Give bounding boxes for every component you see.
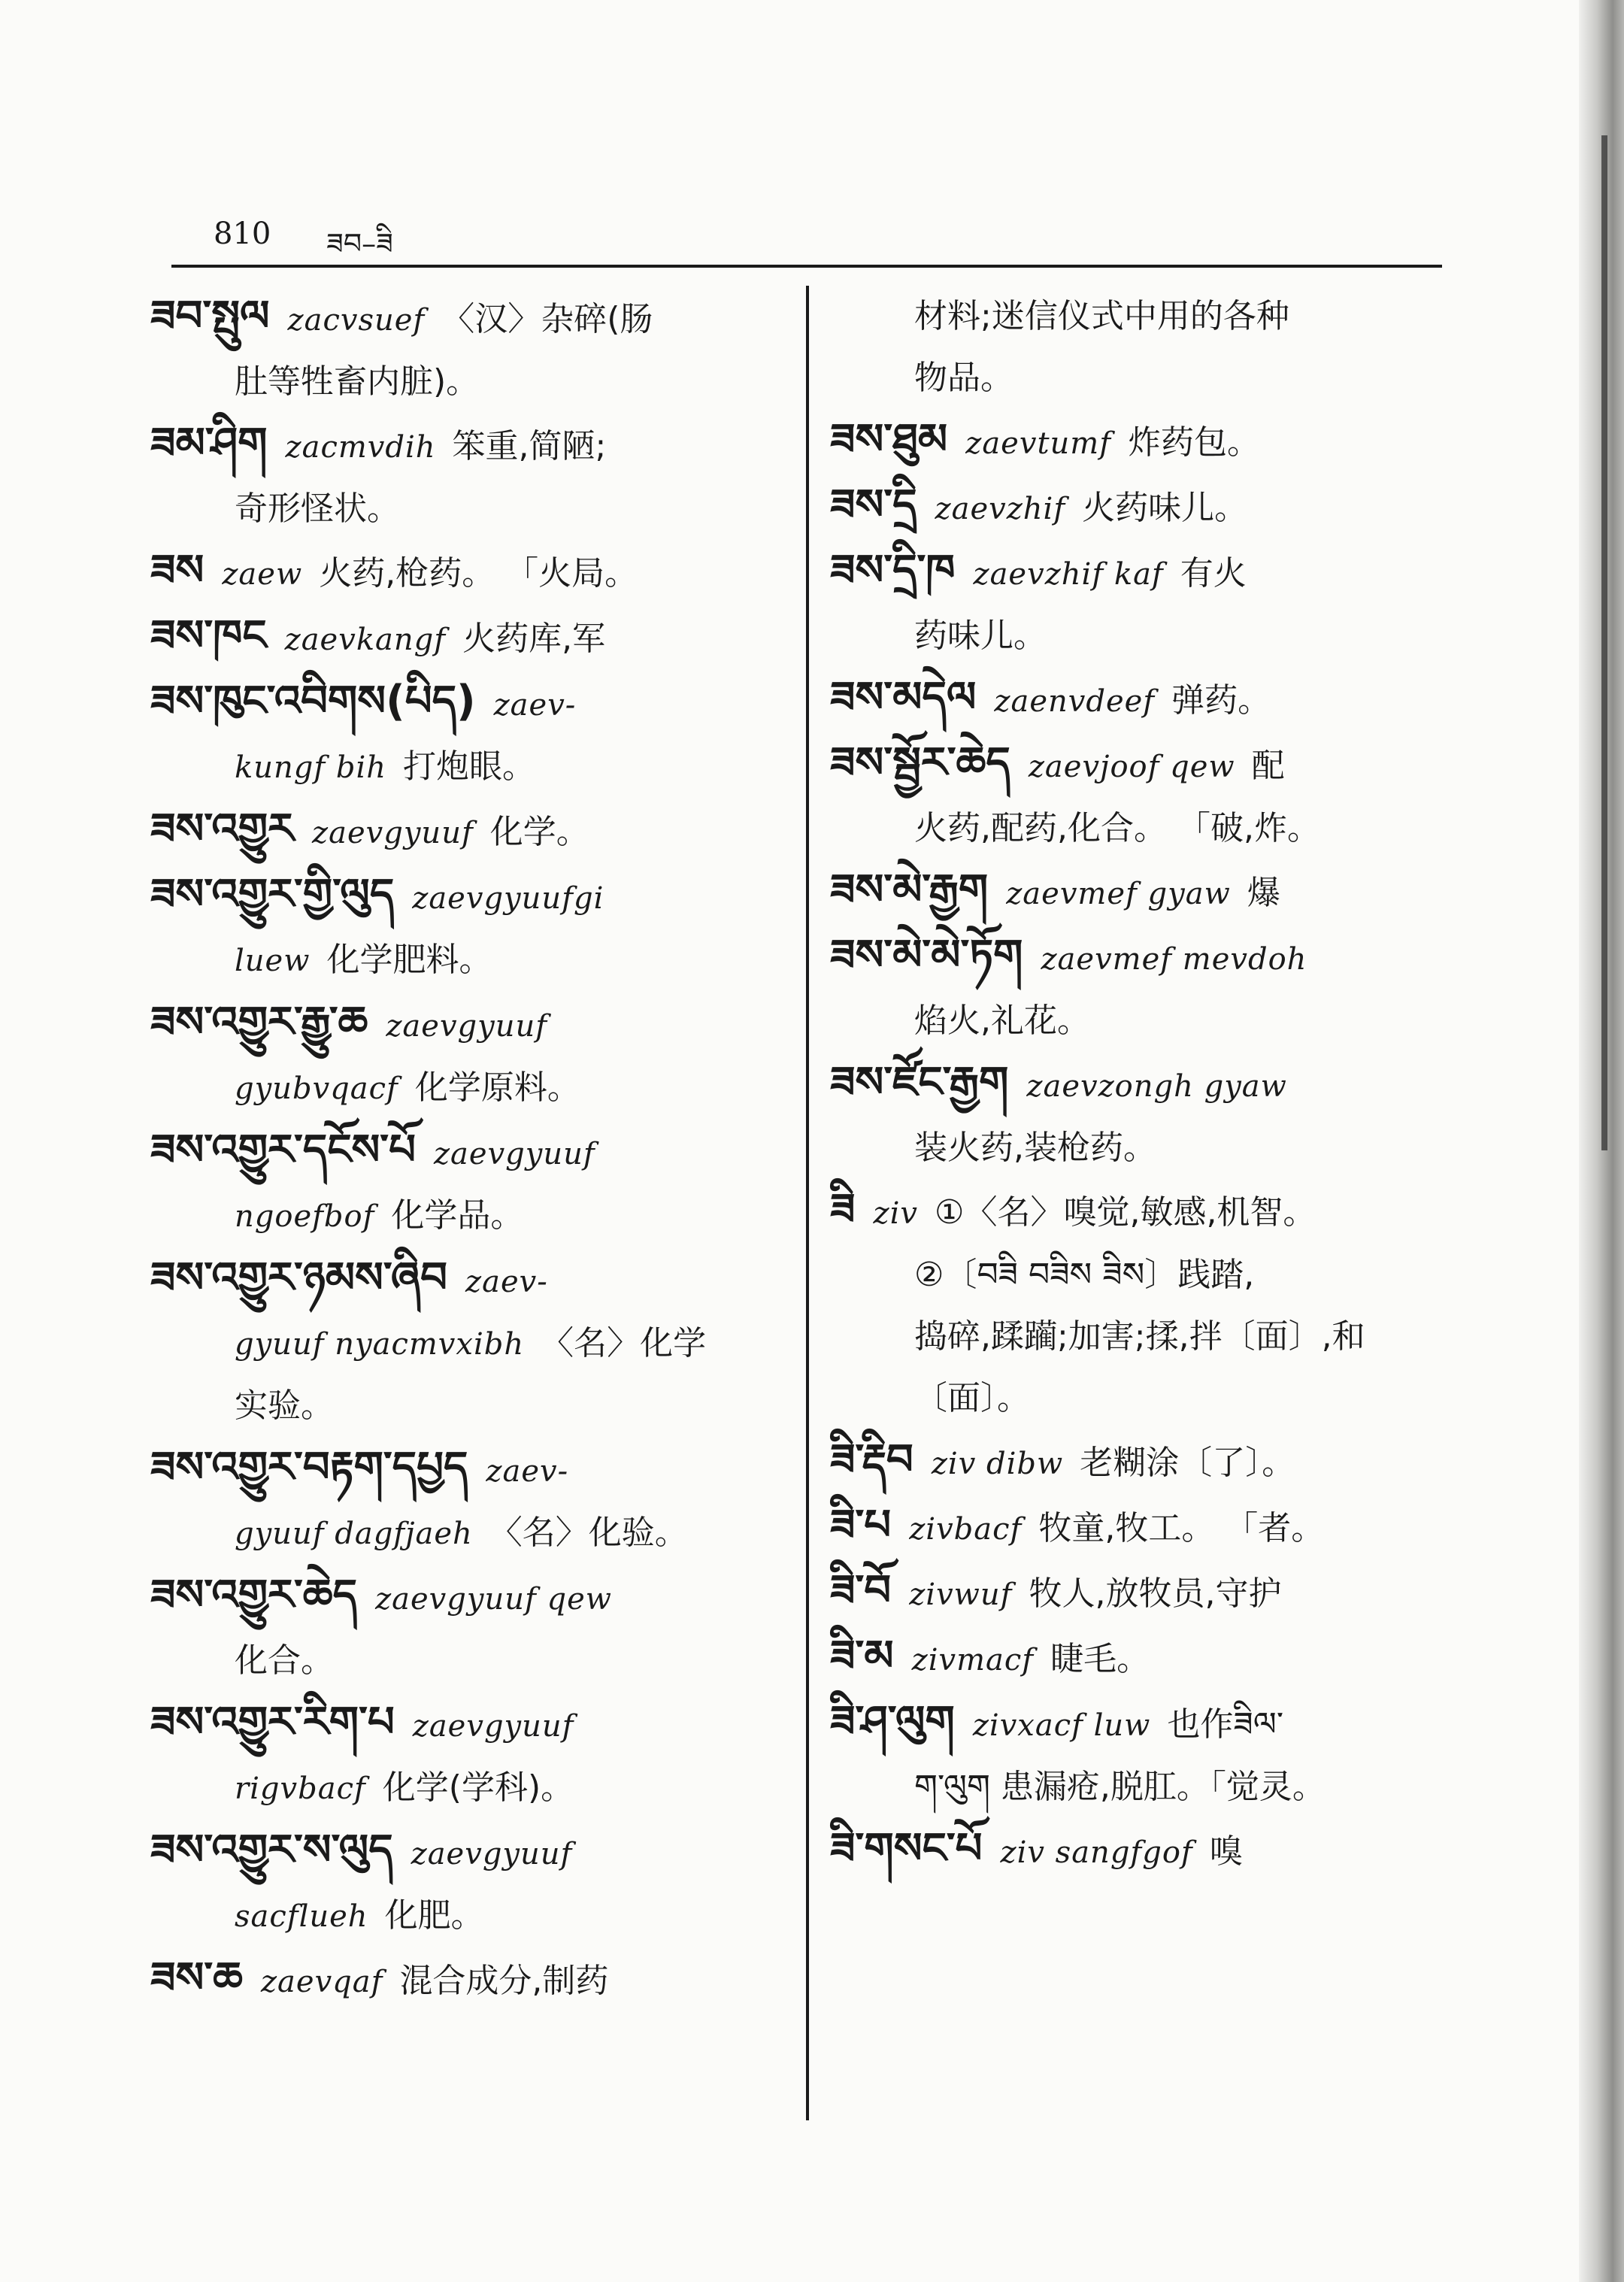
entry-continuation <box>830 1756 1469 1818</box>
dictionary-entry <box>150 799 794 864</box>
romanization: rigvbacf <box>235 1771 366 1806</box>
romanization: zaevqaf <box>260 1965 383 1999</box>
entry-first-line <box>830 925 1469 990</box>
entry-continuation <box>150 1375 794 1437</box>
definition: 药味儿。 <box>914 617 1047 655</box>
romanization: luew <box>235 944 311 978</box>
definition: 爆 <box>1247 874 1280 912</box>
dictionary-entry <box>150 540 794 605</box>
dictionary-entry <box>150 864 794 992</box>
dictionary-entry <box>150 1565 794 1692</box>
headword: ཟི་ཤ་ལུག <box>830 1697 955 1746</box>
definition: 弹药。 <box>1171 681 1271 720</box>
dictionary-entry <box>830 540 1469 667</box>
headword: ཟས་སྦྱོར་ཆེད <box>830 738 1010 787</box>
definition: 〈名〉化验。 <box>489 1514 688 1552</box>
definition: 化学。 <box>489 813 589 851</box>
dictionary-entry <box>150 1120 794 1247</box>
entry-continuation <box>830 990 1469 1052</box>
romanization: zaevgyuuf <box>312 816 474 850</box>
romanization: zacvsuef <box>287 303 426 338</box>
right-column <box>830 286 1469 1883</box>
headword: ཟས་མདེལ <box>830 673 977 722</box>
headword: ཟས་འགྱུར་རིག་པ <box>150 1698 395 1747</box>
romanization: zaev- <box>486 1454 569 1489</box>
entry-first-line <box>830 1560 1469 1626</box>
entry-first-line <box>830 667 1469 732</box>
definition: ②〔བཟི བཟིས ཟིས〕践踏, <box>914 1256 1255 1294</box>
definition: 混合成分,制药 <box>399 1962 609 2000</box>
entry-first-line <box>830 1052 1469 1117</box>
romanization: zivwuf <box>909 1577 1013 1612</box>
dictionary-entry <box>150 1247 794 1437</box>
romanization: zacmvdih <box>285 430 436 465</box>
definition: 物品。 <box>914 359 1013 397</box>
entry-first-line <box>830 409 1469 474</box>
page-number: 810 <box>214 217 271 251</box>
dictionary-entry <box>830 1560 1469 1626</box>
dictionary-entry <box>830 1495 1469 1560</box>
definition: 〈名〉化学 <box>541 1324 707 1362</box>
romanization: kungf bih <box>235 750 387 785</box>
dictionary-entry <box>150 1692 794 1820</box>
dictionary-entry <box>830 1626 1469 1691</box>
entry-continuation <box>830 1306 1469 1368</box>
definition: 牧童,牧工。 「者。 <box>1038 1509 1325 1547</box>
dictionary-entry <box>830 409 1469 474</box>
entry-continuation <box>150 1313 794 1375</box>
romanization: zaevgyuuf <box>386 1009 548 1044</box>
romanization: zaevzhif <box>935 492 1066 526</box>
running-head: ཟབ–ཟི <box>326 227 393 260</box>
headword: ཟས་ཆ <box>150 1953 243 2002</box>
dictionary-entry <box>830 1818 1469 1883</box>
entry-continuation <box>150 478 794 540</box>
romanization: zaevgyuuf <box>412 1709 574 1744</box>
headword: ཟས་ཐུམ <box>830 415 948 464</box>
dictionary-entry <box>830 1429 1469 1495</box>
definition: 化肥。 <box>384 1896 484 1935</box>
dictionary-entry <box>150 992 794 1120</box>
entry-first-line <box>150 992 794 1057</box>
romanization: gyubvqacf <box>235 1071 398 1106</box>
entry-first-line <box>830 1495 1469 1560</box>
definition: 嗅 <box>1209 1832 1243 1871</box>
romanization: gyuuf nyacmvxibh <box>235 1327 525 1362</box>
definition: 化学(学科)。 <box>382 1768 574 1807</box>
dictionary-entry <box>830 1052 1469 1179</box>
headword: ཟས་མེ་མེ་ཏོག <box>830 931 1023 980</box>
entry-continuation <box>830 1117 1469 1179</box>
headword: ཟི་མ <box>830 1632 894 1680</box>
entry-continuation <box>830 286 1469 347</box>
definition: 化学品。 <box>391 1196 524 1235</box>
definition: 老糊涂〔了〕。 <box>1080 1444 1295 1482</box>
entry-first-line <box>150 540 794 605</box>
headword: ཟས་ཛོང་རྒྱག <box>830 1058 1009 1107</box>
page-edge <box>1579 0 1624 2282</box>
entry-first-line <box>150 286 794 351</box>
headword: ཟི་རྡིབ <box>830 1435 914 1484</box>
definition: 化学肥料。 <box>326 941 492 979</box>
entry-first-line <box>150 1947 794 2013</box>
dictionary-entry <box>150 1437 794 1565</box>
column-divider <box>806 286 809 2120</box>
entry-first-line <box>830 1691 1469 1756</box>
entry-continuation <box>830 605 1469 667</box>
definition: 焰火,礼花。 <box>914 1002 1090 1040</box>
romanization: zaevzongh gyaw <box>1026 1069 1287 1104</box>
entry-first-line <box>150 1437 794 1502</box>
entry-continuation <box>150 1185 794 1247</box>
romanization: ziv <box>873 1196 919 1231</box>
romanization: zaevtumf <box>965 426 1112 461</box>
entry-first-line <box>830 1179 1469 1244</box>
headword: ཟི་པ <box>830 1501 892 1550</box>
entry-first-line <box>150 413 794 478</box>
dictionary-entry <box>830 732 1469 859</box>
definition: 化合。 <box>235 1641 334 1680</box>
definition: ག་ལུག 患漏疮,脱肛。「觉灵。 <box>914 1768 1326 1806</box>
entry-first-line <box>830 1429 1469 1495</box>
dictionary-entry <box>150 413 794 540</box>
entry-first-line <box>150 671 794 736</box>
entry-continuation <box>150 1885 794 1947</box>
definition: 有火 <box>1180 554 1247 592</box>
romanization: zaev- <box>465 1265 548 1299</box>
entry-first-line <box>150 1120 794 1185</box>
entry-first-line <box>830 540 1469 605</box>
romanization: ngoefbof <box>235 1199 375 1234</box>
dictionary-entry <box>830 286 1469 409</box>
entry-continuation <box>830 1368 1469 1429</box>
definition: 睫毛。 <box>1050 1640 1150 1678</box>
entry-first-line <box>830 732 1469 798</box>
entry-continuation <box>150 929 794 992</box>
headword: ཟས་དྲི <box>830 480 917 529</box>
definition: 化学原料。 <box>414 1068 580 1107</box>
definition: 奇形怪状。 <box>235 489 400 528</box>
headword: ཟས་འགྱུར་གྱི་ལུད <box>150 870 395 919</box>
romanization: zaevkangf <box>284 623 447 657</box>
entry-first-line <box>150 1247 794 1313</box>
dictionary-entry <box>830 859 1469 925</box>
romanization: zaevmef mevdoh <box>1041 942 1307 977</box>
dictionary-entry <box>830 1179 1469 1429</box>
definition: 炸药包。 <box>1128 423 1261 462</box>
dictionary-entry <box>830 925 1469 1052</box>
romanization: ziv dibw <box>931 1447 1064 1481</box>
entry-continuation <box>830 1244 1469 1306</box>
definition: 〈汉〉杂碎(肠 <box>441 300 653 338</box>
headword: ཟས་འགྱུར་རྒྱུ་ཆ <box>150 998 368 1047</box>
romanization: zaevjoof qew <box>1028 750 1235 784</box>
entry-continuation <box>150 351 794 413</box>
definition: 也作ཟིལ་ <box>1167 1705 1284 1744</box>
headword: ཟས་ཁུང་འབིགས(པིད) <box>150 677 476 726</box>
headword: ཟི <box>830 1185 856 1234</box>
headword: ཟམ་ཤིག <box>150 419 268 468</box>
romanization: zaevzhif kaf <box>973 557 1164 592</box>
romanization: ziv sangfgof <box>1000 1835 1193 1870</box>
dictionary-entry <box>830 1691 1469 1818</box>
entry-first-line <box>150 1692 794 1757</box>
romanization: sacflueh <box>235 1899 368 1934</box>
definition: 配 <box>1251 747 1285 785</box>
romanization: zivbacf <box>909 1512 1023 1547</box>
entry-first-line <box>830 1626 1469 1691</box>
definition: 火药,枪药。 「火局。 <box>319 554 638 592</box>
left-column <box>150 286 794 2013</box>
headword: ཟི་གསང་པོ <box>830 1824 983 1873</box>
headword: ཟས་འགྱུར་ཉམས་ཞིབ <box>150 1253 448 1302</box>
romanization: zaew <box>222 557 303 592</box>
romanization: zaevgyuuf qew <box>375 1582 613 1617</box>
definition: 肚等牲畜内脏)。 <box>235 362 480 401</box>
entry-continuation <box>150 1630 794 1692</box>
definition: 〔面〕。 <box>914 1379 1030 1417</box>
headword: ཟས་འགྱུར་ས་ལུད <box>150 1826 393 1874</box>
headword: ཟི་བོ <box>830 1566 892 1615</box>
headword: ཟས་མེ་རྒྱག <box>830 865 989 914</box>
romanization: zaev- <box>493 688 577 723</box>
romanization: zivxacf luw <box>972 1708 1151 1743</box>
headword: ཟས་འགྱུར་བརྟག་དཔྱད <box>150 1443 468 1492</box>
binding-shadow <box>1601 135 1607 1150</box>
romanization: zaevgyuuf <box>411 1837 573 1871</box>
dictionary-entry <box>150 671 794 799</box>
entry-continuation <box>150 736 794 799</box>
entry-first-line <box>150 1820 794 1885</box>
dictionary-entry <box>150 1820 794 1947</box>
dictionary-entry <box>150 605 794 671</box>
romanization: zivmacf <box>911 1643 1035 1677</box>
entry-continuation <box>150 1057 794 1120</box>
dictionary-entry <box>830 667 1469 732</box>
definition: ①〈名〉嗅觉,敏感,机智。 <box>935 1193 1316 1232</box>
headword: ཟས་དྲི་ཁ <box>830 546 956 595</box>
romanization: zaevmef gyaw <box>1006 877 1231 911</box>
entry-continuation <box>830 347 1469 409</box>
entry-first-line <box>150 605 794 671</box>
entry-first-line <box>830 859 1469 925</box>
headword: ཟས་འགྱུར <box>150 805 295 853</box>
romanization: zaevgyuuf <box>433 1137 595 1171</box>
definition: 材料;迷信仪式中用的各种 <box>914 297 1289 335</box>
definition: 火药库,军 <box>462 620 606 658</box>
dictionary-entry <box>150 1947 794 2013</box>
dictionary-entry <box>830 474 1469 540</box>
entry-first-line <box>150 799 794 864</box>
romanization: zaevgyuufgi <box>412 881 604 916</box>
entry-first-line <box>830 474 1469 540</box>
entry-first-line <box>150 1565 794 1630</box>
headword: ཟས་ཁང <box>150 611 267 660</box>
definition: 火药,配药,化合。 「破,炸。 <box>914 809 1320 847</box>
header-rule <box>171 265 1442 268</box>
definition: 笨重,简陋; <box>452 427 607 465</box>
entry-first-line <box>830 1818 1469 1883</box>
entry-continuation <box>150 1757 794 1820</box>
definition: 打炮眼。 <box>403 747 536 786</box>
entry-first-line <box>150 864 794 929</box>
romanization: zaenvdeef <box>994 684 1156 719</box>
definition: 火药味儿。 <box>1082 489 1248 527</box>
romanization: gyuuf dagfjaeh <box>235 1517 473 1551</box>
definition: 实验。 <box>235 1386 334 1425</box>
dictionary-entry <box>150 286 794 413</box>
definition: 牧人,放牧员,守护 <box>1029 1574 1282 1613</box>
definition: 捣碎,蹂躏;加害;揉,拌〔面〕,和 <box>914 1317 1365 1356</box>
headword: ཟས <box>150 546 205 595</box>
entry-continuation <box>150 1502 794 1565</box>
entry-continuation <box>830 798 1469 859</box>
headword: ཟས་འགྱུར་ཆེད <box>150 1571 358 1620</box>
headword: ཟས་འགྱུར་དངོས་པོ <box>150 1126 416 1174</box>
headword: ཟབ་སྤུལ <box>150 292 270 341</box>
definition: 装火药,装枪药。 <box>914 1129 1156 1167</box>
